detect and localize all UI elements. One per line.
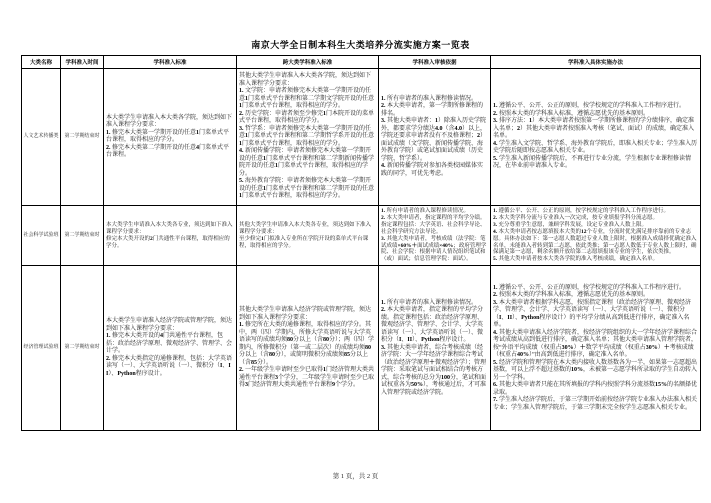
cell-paragraph: 2. 本大类申请者，指定课程的平均学分绩。指定课程包括：大学英语、社会科学导论、社会科学研究方法导论。 bbox=[381, 214, 486, 235]
cell-paragraph: 7. 学生准入经济学院后，于第三学期开始前按经济学院专业准入办法准入相关专业；学生准入管理学院后，于第三学期末完全按学生志愿准入相关专业。 bbox=[493, 397, 698, 411]
cell-paragraph: 3. 其他大类申请者：1）除准入历史学院外，都要求学分绩达4.0（含4.0）以上，学院还要求申请者没有不及格课程；2）面试成绩（文学院、新闻传播学院、海外教育学院）或笔试加面试成绩（历史学院、哲学系）。 bbox=[381, 118, 487, 162]
page-title: 南京大学全日制本科生大类培养分流实施方案一览表 bbox=[251, 40, 470, 50]
cell-admission-standard bbox=[104, 266, 237, 431]
cell-admission-standard bbox=[104, 206, 237, 266]
cell-cross-category-standard bbox=[237, 69, 379, 206]
cell-paragraph: 4. 学生准入文学院、哲学系、海外教育学院后，即准入相关专业；学生准入历史学院后随即按志愿准入相关专业。 bbox=[493, 140, 698, 155]
cell-paragraph: 1. 修完本大类第一学期开设的任意1门菜单式平台课程，取得相应的学分。 bbox=[106, 129, 230, 143]
cell-category: 人文艺术传播类 bbox=[22, 69, 61, 206]
cell-paragraph: 1. 修完本大类开设的4门共通性平台课程，包括：政治经济学原理、微观经济学、管理学、会计学。 bbox=[106, 333, 233, 355]
cell-paragraph: 2. 历史学院：申请者须至少修完1门本院开设的菜单式平台课程，取得相应的学分。 bbox=[239, 110, 375, 125]
cell-implementation bbox=[491, 206, 701, 266]
cell-paragraph: 本大类学生申请准入本大类各专业，须达到如下准入课程学分要求： bbox=[106, 221, 233, 235]
cell-paragraph: 3. 充分尊重学生意愿，兼顾学科发展，设定专业准入人数上限。 bbox=[493, 221, 648, 228]
cell-paragraph: 3. 排序方法：1）本大类申请者按照第一学期所修课程的学分绩排序，确定准入名单；2）其他大类申请者按照准入考核（笔试、面试）的成绩，确定准入名单。 bbox=[493, 118, 695, 140]
cell-paragraph: 3. 其他大类申请者，考核成绩（法学院：笔试成绩×60%＋面试成绩×40%；政府管理学院、社会学院：根据申请人情况组织笔试和（或）面试；信息管理学院：面试）。 bbox=[381, 235, 487, 263]
cell-paragraph: 修完本大类开设的2门共通性平台课程，取得相应的学分。 bbox=[106, 235, 230, 249]
column-header-admission-time: 学科准入时间 bbox=[61, 56, 104, 69]
cell-paragraph: 3. 哲学系：申请者须修完本大类第一学期开设的任意1门菜单式平台课程和第二学期哲学系开设的任意1门菜单式平台课程，取得相应的学分。 bbox=[239, 125, 375, 147]
cell-paragraph: 2. 一年级学生申请时至少已取得1门经济管理大类共通性平台课程3个学分，二年级学生申请时至少已取得3门经济管理大类共通性平台课程9个学分。 bbox=[239, 367, 375, 388]
cell-paragraph: 1. 所有申请者的准入课程修读情况。 bbox=[381, 299, 478, 306]
cell-paragraph: 2. 按照本大类的学科准入标准，遵循志愿优先的基本原则。 bbox=[493, 110, 650, 117]
cell-paragraph: 2. 修完本大类指定的通修课程，包括：大学英语读写（一）、大学英语听说（一）、微积分（I、II）、Python程序设计。 bbox=[106, 355, 233, 377]
cell-paragraph: 其他大类学生申请准入经济学院或管理学院，须达到如下准入课程学分要求： bbox=[239, 307, 372, 321]
cell-paragraph: 4. 新闻传播学院：申请者须修完本大类第一学期开设的任意1门菜单式平台课程和第二学期新闻传播学院开设的任意1门菜单式平台课程，取得相应的学分。 bbox=[239, 148, 375, 177]
column-header-review-basis: 学科准入审核依据 bbox=[379, 56, 491, 69]
column-header-cross-category-standard: 跨大类学科准入标准 bbox=[237, 56, 379, 69]
cell-admission-time: 第二学期结束时 bbox=[61, 266, 104, 431]
cell-paragraph: 5. 学生准入新闻传播学院后，不再进行专业分流，学生根据专业课程修读情况，在毕业前申请准入专业。 bbox=[493, 155, 692, 170]
cell-admission-time: 第二学期结束时 bbox=[61, 69, 104, 206]
cell-paragraph: 4. 新闻传播学院对参加各类校园媒体实践的同学，可优先考虑。 bbox=[381, 163, 484, 177]
cell-paragraph: 1. 遵循公平、公开、公正的原则，按学校规定的学科准入工作程序进行。 bbox=[493, 103, 686, 110]
table-row-humanities bbox=[22, 69, 701, 206]
column-header-admission-standard: 学科准入标准 bbox=[104, 56, 237, 69]
cell-paragraph: 其他大类学生申请准入本大类各专业，须达到如下准入课程学分要求： bbox=[239, 221, 372, 235]
cell-category: 社会科学试验班 bbox=[22, 206, 61, 266]
cell-implementation bbox=[491, 69, 701, 206]
cell-paragraph: 6. 其他大类申请者只能在其所填报的学科内按照学科分流基数15%的名额择优录取。 bbox=[493, 382, 698, 396]
page-number: 第 1 页，共 2 页 bbox=[332, 473, 379, 480]
cell-paragraph: 2. 本大类申请者，指定课程的平均学分绩。指定课程包括：政治经济学原理、微观经济学、管理学、会计学、大学英语读写（一）、大学英语听说（一）、微积分（I、II）、Python程序设计。 bbox=[381, 307, 484, 343]
cell-implementation bbox=[491, 266, 701, 431]
cell-paragraph: 5. 海外教育学院：申请者须修完本大类第一学期开设的任意1门菜单式平台课程和第二学期开设的任意1门菜单式平台课程，取得相应的学分。 bbox=[239, 178, 375, 200]
cell-paragraph: 1. 修完所在大类的通修课程，取得相应的学分。其中，两（四）学期内，所修大学英语听说与大学英语读写的成绩均须80分以上（含80分）；两（四）学期内，所修微积分（第一或二层次）的成绩均须80分以上（含80分），或简明微积分成绩须85分以上（含85分）。 bbox=[239, 322, 375, 366]
cell-paragraph: 2. 修完本大类第二学期开设的任意4门菜单式平台课程。 bbox=[106, 144, 230, 158]
cell-paragraph: 5. 其他大类申请者按本大类各学院的准入考核成绩，确定准入名单。 bbox=[493, 256, 659, 263]
table-row-social-science bbox=[22, 206, 701, 266]
cell-review-basis bbox=[379, 266, 491, 431]
cell-paragraph: 1. 所有申请者的准入课程修读情况。 bbox=[381, 95, 478, 102]
column-header-implementation: 学科准入具体实施办法 bbox=[491, 56, 701, 69]
cell-paragraph: 本大类学生申请准入经济学院或管理学院，须达到如下准入课程学分要求： bbox=[106, 318, 233, 332]
cell-category: 经济管理试验班 bbox=[22, 266, 61, 431]
cell-cross-category-standard bbox=[237, 266, 379, 431]
cell-paragraph: 2. 按照本大类的学科准入标准，遵循志愿优先的基本原则。 bbox=[493, 292, 650, 298]
table-header-row bbox=[22, 56, 701, 69]
column-header-category: 大类名称 bbox=[22, 56, 61, 69]
cell-paragraph: 2. 本大类学科分流与专业准入一次完成，按专业填报学科分流志愿。 bbox=[493, 214, 659, 221]
cell-paragraph: 1. 遵循公平、公开、公正的原则，按学校规定的学科准入工作程序进行。 bbox=[493, 284, 686, 291]
cell-paragraph: 4. 其他大类申请准入经济学院者，按经济学院组织的大一学年经济学课程综合考试成绩从高到低进行排序，确定准入名单；其他大类申请准入管理学院者，按“外语平均成绩（权重占30%）＋数学平均成绩（权重占30%）＋考核成绩（权重占40%）”由高到低进行排序，确定准入名单。 bbox=[493, 329, 698, 358]
cell-paragraph: 3. 其他大类申请者，综合考核成绩（经济学院：大一学年经济学课程综合考试（政治经济学原理＋微观经济学）；管理学院：采取笔试与面试相结合的考核方式，综合考核的总分为100分，笔试和面试权重各为50%），考核通过后，才可准入管理学院或经济学院。 bbox=[381, 344, 487, 396]
cell-review-basis bbox=[379, 69, 491, 206]
plan-table bbox=[21, 55, 701, 431]
cell-paragraph: 其他大类学生申请准入本大类各学院，须达到如下准入课程学分要求： bbox=[239, 73, 372, 87]
cell-paragraph: 本大类学生申请准入本大类各学院，须达到如下准入课程学分要求： bbox=[106, 114, 233, 128]
cell-paragraph: 3. 本大类申请者根据学科志愿，按照指定课程（政治经济学原理、微观经济学、管理学、会计学、大学英语读写（一）、大学英语听说（一）、微积分（I、II）、Python程序设计）的平均学分绩从高到低进行排序，确定准入名单。 bbox=[493, 299, 692, 328]
cell-paragraph: 1. 所有申请者的准入课程修读情况。 bbox=[381, 208, 470, 214]
cell-cross-category-standard bbox=[237, 206, 379, 266]
cell-paragraph: 4. 本大类申请者按志愿填报本大类的12个专业，分流时优先满足排序靠前的专业志愿。具体办法如下：第一志愿人数超过专业人数上限时，根据准入成绩择优确定准入名单，未能准入者转到第二志愿，依此类推；第一志愿人数低于专业人数上限时，确保满足第一志愿，剩余名额开放给第二志愿填报该专业的学生，依次类推。 bbox=[493, 228, 697, 256]
cell-paragraph: 1. 文学院：申请者须修完本大类第一学期开设的任意1门菜单式平台课程和第二学期文学院开设的任意1门菜单式平台课程，取得相应的学分。 bbox=[239, 88, 375, 110]
cell-paragraph: 2. 本大类申请者，第一学期所修课程的排名。 bbox=[381, 103, 484, 117]
cell-paragraph: 1. 遵循公平、公开、公正的原则，按学校规定的学科准入工作程序进行。 bbox=[493, 208, 670, 214]
cell-paragraph: 至少修完1门拟准入专业所在学院开设的菜单式平台课程，取得相应的学分。 bbox=[239, 235, 369, 249]
cell-review-basis bbox=[379, 206, 491, 266]
table-row-economics-management bbox=[22, 266, 701, 431]
cell-paragraph: 5. 经济学院和管理学院在本大类内接收人数基数各为一半，如果第一志愿超出基数，可以上浮不超过基数的10%，未被第一志愿学科所录取的学生自动转入另一个学科。 bbox=[493, 359, 698, 381]
cell-admission-standard bbox=[104, 69, 237, 206]
cell-admission-time: 第二学期结束时 bbox=[61, 206, 104, 266]
